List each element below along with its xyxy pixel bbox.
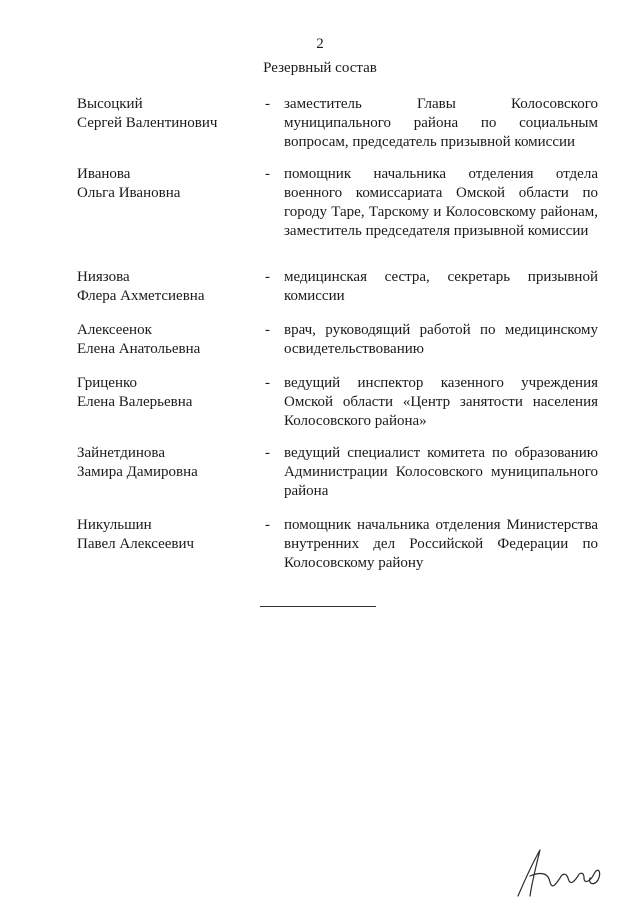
member-name <box>77 321 257 359</box>
member-dash: - <box>265 96 270 112</box>
member-surname: Ниязова <box>77 269 130 285</box>
member-given-names: Флера Ахметсиевна <box>77 288 205 304</box>
member-given-names: Замира Дамировна <box>77 464 198 480</box>
member-name <box>77 268 257 306</box>
member-surname: Зайнетдинова <box>77 445 165 461</box>
member-given-names: Сергей Валентинович <box>77 115 218 131</box>
member-name <box>77 95 257 133</box>
member-role: ведущий специалист комитета по образованию Администрации Колосовского муниципального района <box>284 445 598 499</box>
page-number: 2 <box>316 36 324 52</box>
member-name <box>77 374 257 412</box>
member-role: помощник начальника отделения отдела военного комиссариата Омской области по городу Таре, Тарскому и Колосовскому районам, заместитель председателя призывной комиссии <box>284 166 598 239</box>
member-given-names: Павел Алексеевич <box>77 536 195 552</box>
member-role: медицинская сестра, секретарь призывной комиссии <box>284 269 598 304</box>
member-surname: Иванова <box>77 166 131 182</box>
member-dash: - <box>265 322 270 338</box>
member-dash: - <box>265 375 270 391</box>
member-name <box>77 444 257 482</box>
member-role: врач, руководящий работой по медицинскому освидетельствованию <box>284 322 598 357</box>
closing-divider <box>260 606 376 607</box>
member-role: помощник начальника отделения Министерства внутренних дел Российской Федерации по Колосовскому району <box>284 517 598 571</box>
member-surname: Высоцкий <box>77 96 143 112</box>
member-surname: Алексеенок <box>77 322 152 338</box>
member-dash: - <box>265 269 270 285</box>
member-dash: - <box>265 445 270 461</box>
member-role: заместитель Главы Колосовского муниципального района по социальным вопросам, председатель призывной комиссии <box>284 96 598 150</box>
member-dash: - <box>265 166 270 182</box>
member-given-names: Елена Валерьевна <box>77 394 193 410</box>
member-given-names: Ольга Ивановна <box>77 185 181 201</box>
member-dash: - <box>265 517 270 533</box>
member-surname: Гриценко <box>77 375 137 391</box>
member-given-names: Елена Анатольевна <box>77 341 201 357</box>
member-surname: Никульшин <box>77 517 152 533</box>
member-role: ведущий инспектор казенного учреждения Омской области «Центр занятости населения Колосовского района» <box>284 375 598 429</box>
member-name <box>77 516 257 554</box>
handwritten-signature-icon <box>510 842 610 902</box>
member-name <box>77 165 257 203</box>
page-title: Резервный состав <box>263 60 377 76</box>
